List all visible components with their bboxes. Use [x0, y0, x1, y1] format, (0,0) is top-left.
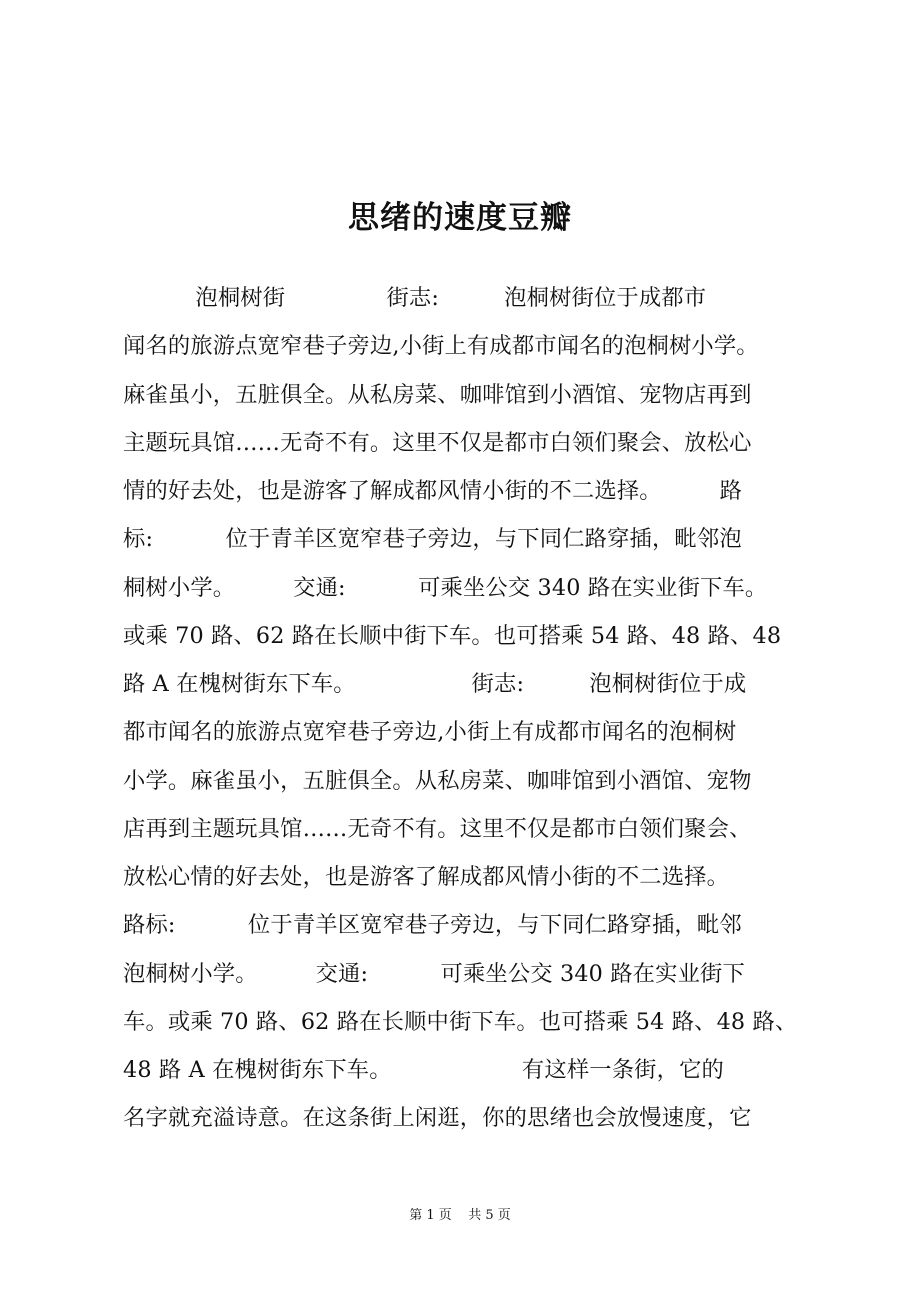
body-line: 麻雀虽小，五脏俱全。从私房菜、咖啡馆到小酒馆、宠物店再到 — [123, 381, 752, 408]
body-line: 情的好去处，也是游客了解成都风情小街的不二选择。 路 — [123, 478, 743, 504]
body-line: 标: 位于青羊区宽窄巷子旁边，与下同仁路穿插，毗邻泡 — [123, 526, 742, 553]
body-line: 名字就充溢诗意。在这条街上闲逛，你的思绪也会放慢速度，它 — [123, 1105, 752, 1132]
body-line: 闻名的旅游点宽窄巷子旁边,小街上有成都市闻名的泡桐树小学。 — [123, 333, 759, 360]
body-line: 路标: 位于青羊区宽窄巷子旁边，与下同仁路穿插，毗邻 — [123, 912, 742, 939]
body-line: 车。或乘 70 路、62 路在长顺中街下车。也可搭乘 54 路、48 路、 — [123, 1008, 798, 1035]
body-line: 桐树小学。 交通: 可乘坐公交 340 路在实业街下车。 — [123, 574, 768, 601]
body-line: 泡桐树小学。 交通: 可乘坐公交 340 路在实业街下 — [123, 960, 745, 987]
document-title: 思绪的速度豆瓣 — [348, 200, 572, 236]
body-line: 48 路 A 在槐树街东下车。 有这样一条街，它的 — [123, 1057, 724, 1083]
body-line: 泡桐树街 街志: 泡桐树街位于成都市 — [123, 285, 707, 311]
body-line: 店再到主题玩具馆……无奇不有。这里不仅是都市白领们聚会、 — [123, 815, 752, 842]
body-line: 主题玩具馆……无奇不有。这里不仅是都市白领们聚会、放松心 — [123, 429, 752, 456]
document-body — [123, 280, 808, 1149]
body-line: 路 A 在槐树街东下车。 街志: 泡桐树街位于成 — [123, 671, 747, 697]
body-line: 都市闻名的旅游点宽窄巷子旁边,小街上有成都市闻名的泡桐树 — [123, 719, 737, 746]
body-line: 小学。麻雀虽小，五脏俱全。从私房菜、咖啡馆到小酒馆、宠物 — [123, 767, 752, 794]
body-line: 放松心情的好去处，也是游客了解成都风情小街的不二选择。 — [123, 864, 730, 890]
page-footer: 第 1 页 共 5 页 — [409, 1208, 511, 1223]
body-line: 或乘 70 路、62 路在长顺中街下车。也可搭乘 54 路、48 路、48 — [123, 622, 782, 649]
